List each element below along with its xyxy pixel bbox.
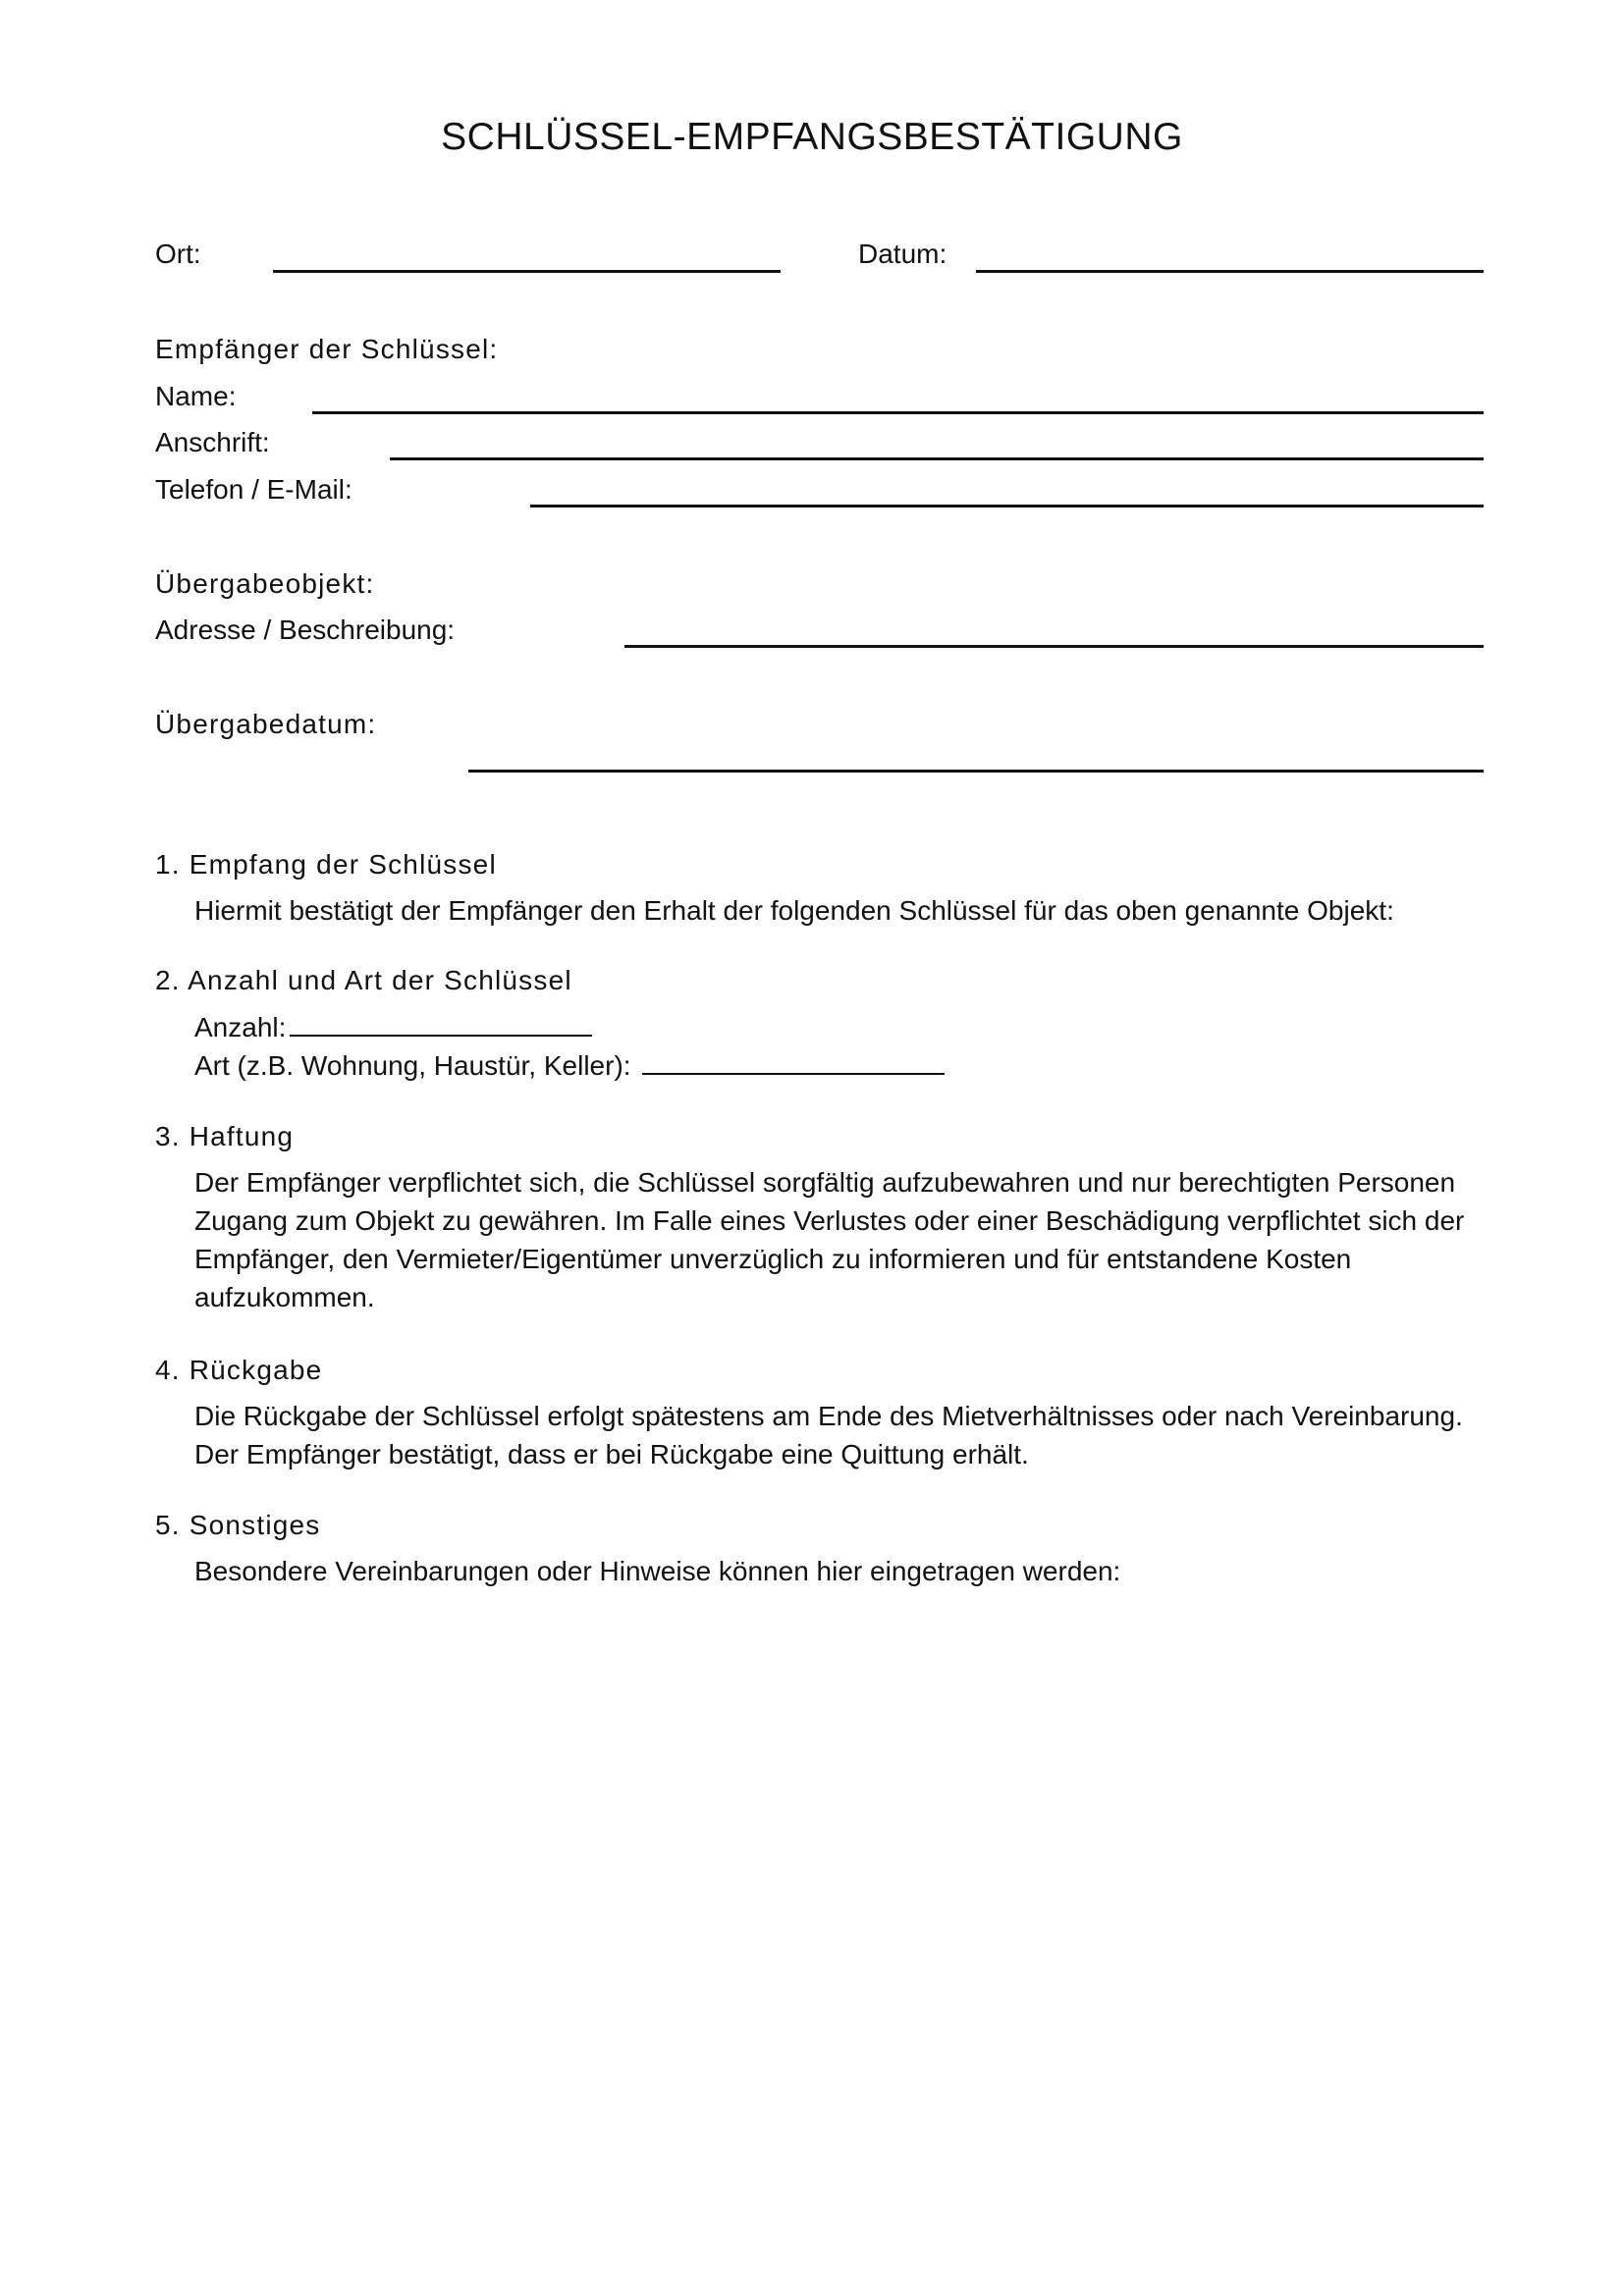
section-1-text: Hiermit bestätigt der Empfänger den Erhalt der folgenden Schlüssel für das oben genannte Objekt: <box>194 895 1394 926</box>
section-4-heading: 4. Rückgabe <box>155 1355 323 1385</box>
section-5-text: Besondere Vereinbarungen oder Hinweise können hier eingetragen werden: <box>194 1556 1121 1586</box>
section-3-heading: 3. Haftung <box>155 1121 295 1151</box>
section-4-text <box>194 1397 1463 1473</box>
object-section-label: Übergabeobjekt: <box>155 568 375 599</box>
kontakt-label: Telefon / E-Mail: <box>155 474 352 505</box>
uebergabedatum-field[interactable] <box>468 770 1484 773</box>
datum-label: Datum: <box>858 239 947 269</box>
kontakt-field[interactable] <box>530 505 1484 507</box>
section-2-heading: 2. Anzahl und Art der Schlüssel <box>155 965 572 995</box>
adresse-field[interactable] <box>624 645 1484 648</box>
name-label: Name: <box>155 381 237 411</box>
section-5-heading: 5. Sonstiges <box>155 1510 321 1540</box>
section-1-heading: 1. Empfang der Schlüssel <box>155 849 497 880</box>
section-3-text: Der Empfänger verpflichtet sich, die Schlüssel sorgfältig aufzubewahren und nur berechtigten Personen Zugang zum Objekt zu gewähren. Im Falle eines Verlustes oder einer Beschädigung verpflichtet sich der Empfänger, den Vermieter/Eigentümer unverzüglich zu informieren und für entstandene Kosten aufzukommen. <box>194 1167 1465 1312</box>
section-4-text-line-2: Der Empfänger bestätigt, dass er bei Rückgabe eine Quittung erhält. <box>194 1439 1029 1469</box>
art-label: Art (z.B. Wohnung, Haustür, Keller): <box>194 1050 631 1081</box>
datum-field[interactable] <box>976 270 1484 273</box>
document-title: SCHLÜSSEL-EMPFANGSBESTÄTIGUNG <box>441 116 1183 158</box>
adresse-label: Adresse / Beschreibung: <box>155 614 456 645</box>
anzahl-field[interactable] <box>290 1013 592 1037</box>
art-row <box>194 1046 945 1085</box>
recipient-section-label: Empfänger der Schlüssel: <box>155 334 499 364</box>
anzahl-label: Anzahl: <box>194 1012 287 1042</box>
ort-label: Ort: <box>155 239 201 269</box>
anzahl-row <box>194 1008 592 1046</box>
anschrift-field[interactable] <box>390 457 1484 460</box>
anschrift-label: Anschrift: <box>155 427 270 457</box>
art-field[interactable] <box>642 1051 945 1075</box>
uebergabedatum-label: Übergabedatum: <box>155 709 377 739</box>
ort-field[interactable] <box>273 270 781 273</box>
section-4-text-line-1: Die Rückgabe der Schlüssel erfolgt spätestens am Ende des Mietverhältnisses oder nach Vereinbarung. <box>194 1401 1463 1431</box>
name-field[interactable] <box>312 411 1484 414</box>
